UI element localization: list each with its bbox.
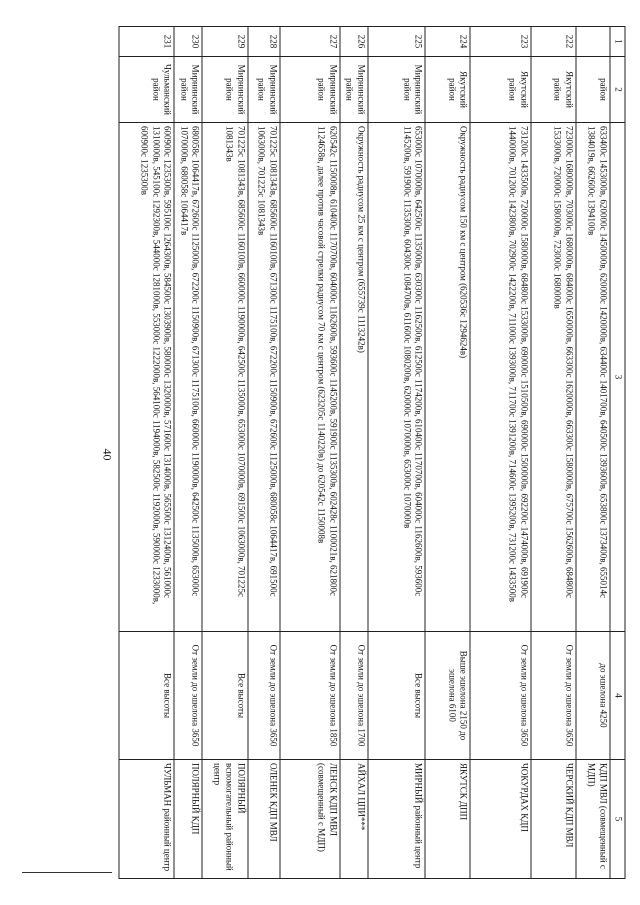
table-row — [576, 27, 610, 879]
row-control-center: ЯКУТСК ДПП — [425, 760, 470, 879]
row-region: Мирнинский район — [340, 57, 368, 123]
row-region: Мирнинский район — [248, 57, 280, 123]
table-body — [119, 27, 610, 879]
row-region: Якутский район — [531, 57, 576, 123]
row-altitude: От земли до эшелона 3650 — [248, 632, 280, 760]
row-region: Мирнинский район — [368, 57, 425, 123]
row-region: район — [576, 57, 610, 123]
row-number: 223 — [470, 27, 530, 57]
row-number: 227 — [280, 27, 340, 57]
table-row — [340, 27, 368, 879]
table-row — [425, 27, 470, 879]
row-altitude: От земли до эшелона 3650 — [470, 632, 530, 760]
row-altitude: Все высоты — [368, 632, 425, 760]
row-coordinates: 600900с 1235300в, 595100с 1264300в, 584500с 1303900в, 580000с 1320000в, 571600с 1314000в, 565500с 1312400в, 561000с 1310000в, 545100с 1292300в, 544000с 1281000в, 553000с 1222000в, 564100с 1194000в, 582500с 1192000в, 590000с 1233000в, 600900с 1235300в — [119, 123, 174, 632]
row-number: 229 — [202, 27, 247, 57]
page-number: 40 — [100, 448, 115, 461]
row-control-center: ПОЛЯРНЫЙ КДП — [174, 760, 202, 879]
row-control-center: ЧУЛЬМАН районный центр — [119, 760, 174, 879]
row-region: Мирнинский район — [174, 57, 202, 123]
row-number: 224 — [425, 27, 470, 57]
table-row — [174, 27, 202, 879]
row-altitude: От земли до эшелона 3650 — [174, 632, 202, 760]
row-coordinates: Окружность радиусом 150 км с центром (620536с 1294624в) — [425, 123, 470, 632]
row-coordinates: 731200с 1433500в, 720000с 1580000в, 684800с 1533000в, 690000с 1510500в, 690000с 1500000в, 692200с 1474000в, 691900с 1440000в, 701200с 1423800в, 702900с 1422200в, 711000с 1393000в, 711700с 1391200в, 714600с 1395200в, 731200с 1433500в — [470, 123, 530, 632]
row-number: 231 — [119, 27, 174, 57]
row-coordinates: 653000с 1070000в, 642500с 1135000в, 630300с 1162500в, 612500с 1174200в, 610400с 1170700в, 604000с 1162600в, 593600с 1145200в, 591900с 1135300в, 604300с 1084700в, 611600с 1080200в, 620000с 1070000в, 653000с 1070000в — [368, 123, 425, 632]
row-region: Якутский район — [470, 57, 530, 123]
row-control-center: АЙХАЛ ЦПИ*** — [340, 760, 368, 879]
row-control-center: ПОЛЯРНЫЙ вспомогательный районный центр — [202, 760, 247, 879]
row-coordinates: Окружность радиусом 25 км с центром (655739с 1113242в) — [340, 123, 368, 632]
header-cell-4: 4 — [610, 632, 625, 760]
table-row — [368, 27, 425, 879]
row-number: 230 — [174, 27, 202, 57]
row-coordinates: 620542с 1150008в, 610400с 1170700в, 604000с 1162600в, 593600с 1145200в, 591900с 1135300в, 602428с 1100021в, 621800с 1124658в, далее против часовой стрелки радиусом 70 км с центром (623205с 1140220в) до 620542с 1150008в — [280, 123, 340, 632]
row-control-center: ЛЕНСК КДП МВЛ (совмещенный с МДП) — [280, 760, 340, 879]
header-cell-1: 1 — [610, 27, 625, 57]
row-altitude: Выше эшелона 2150 до эшелона 6100 — [425, 632, 470, 760]
row-number: 226 — [340, 27, 368, 57]
row-region: Чульманский район — [119, 57, 174, 123]
table-row — [248, 27, 280, 879]
row-altitude: до эшелона 4250 — [576, 632, 610, 760]
row-altitude: Все высоты — [202, 632, 247, 760]
table-row — [202, 27, 247, 879]
table-row — [531, 27, 576, 879]
row-region: Мирнинский район — [280, 57, 340, 123]
header-row — [610, 27, 625, 879]
row-number: 225 — [368, 27, 425, 57]
table-row — [470, 27, 530, 879]
footnote-divider — [22, 872, 112, 873]
row-control-center: МИРНЫЙ районный центр — [368, 760, 425, 879]
row-coordinates: 701225с 1081343в, 685600с 1160100в, 660000с 1190000в, 642500с 1135000в, 653000с 1070000в, 691500с 1063000в, 701225с 1081343в — [202, 123, 247, 632]
row-altitude: Все высоты — [119, 632, 174, 760]
header-cell-3: 3 — [610, 123, 625, 632]
airspace-table — [119, 26, 626, 879]
row-altitude: От земли до эшелона 1850 — [280, 632, 340, 760]
row-altitude: От земли до эшелона 1700 — [340, 632, 368, 760]
row-number — [576, 27, 610, 57]
header-cell-2: 2 — [610, 57, 625, 123]
table-row — [119, 27, 174, 879]
row-control-center: ЧОКУРДАХ КДП — [470, 760, 530, 879]
row-coordinates: 701225с 1081343в, 685600с 1160100в, 671300с 1175100в, 672200с 1150900в, 672600с 1125000в, 680058с 1064417в, 691500с 1063000в, 701225с 1081343в — [248, 123, 280, 632]
row-control-center: ОЛЕНЕК КДП МВЛ — [248, 760, 280, 879]
row-control-center: КДП МВЛ (совмещенный с МДП) — [576, 760, 610, 879]
row-region: Якутский район — [425, 57, 470, 123]
header-cell-5: 5 — [610, 760, 625, 879]
row-control-center: ЧЕРСКИЙ КДП МВЛ — [531, 760, 576, 879]
row-coordinates: 633400с 1453000в, 620000с 1450000в, 620000с 1420000в, 634400с 1401700в, 640500с 1393600в, 653800с 1373400в, 655014с 1384019в, 662600с 1394100в — [576, 123, 610, 632]
row-number: 222 — [531, 27, 576, 57]
row-region: Мирнинский район — [202, 57, 247, 123]
row-coordinates: 723000с 1680000в, 703000с 1680000в, 684000с 1650000в, 663300с 1620000в, 663300с 1580000в, 675700с 1562600в, 684800с 1533000в, 720000с 1580000в, 723000с 1680000в — [531, 123, 576, 632]
row-coordinates: 680058с 1064417в, 672600с 1125000в, 672200с 1150900в, 671300с 1175100в, 660000с 1190000в, 642500с 1135000в, 653000с 1070000в, 680058с 1064417в — [174, 123, 202, 632]
row-altitude: От земли до эшелона 3650 — [531, 632, 576, 760]
table-row — [280, 27, 340, 879]
table-header — [610, 27, 625, 879]
row-number: 228 — [248, 27, 280, 57]
airspace-table-container — [119, 26, 626, 878]
